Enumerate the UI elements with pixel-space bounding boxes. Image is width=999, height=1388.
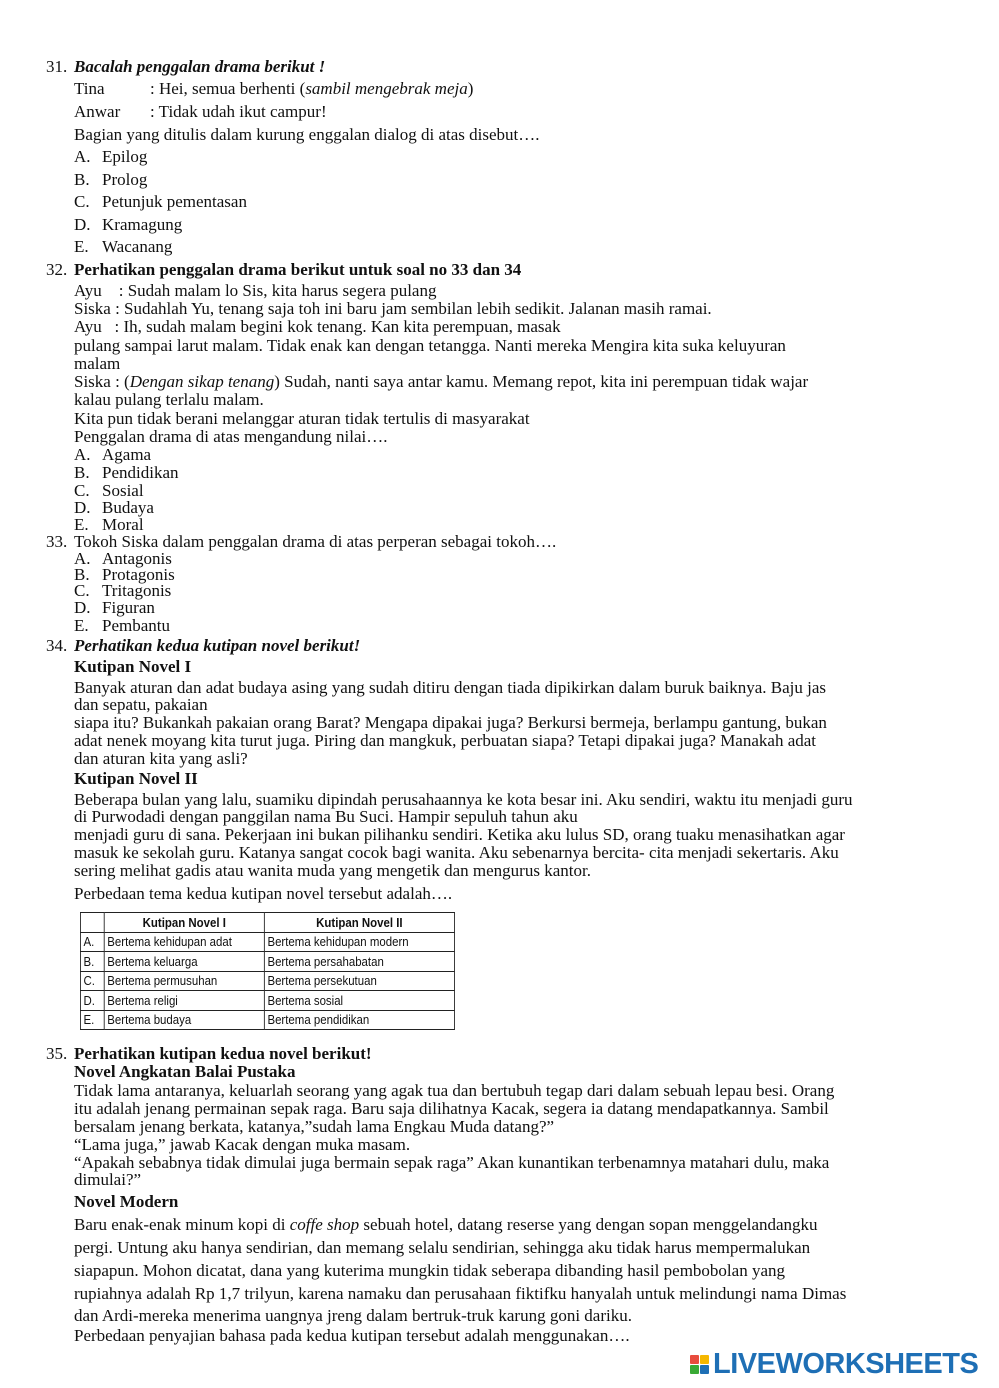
q32-question: Penggalan drama di atas mengandung nilai….: [74, 427, 388, 446]
q34-title-line: [46, 637, 360, 655]
modern-line: Baru enak-enak minum kopi di coffe shop sebuah hotel, datang reserse yang dengan sopan menggelandangku: [74, 1215, 818, 1234]
q32-option-e[interactable]: E. Moral: [74, 515, 144, 534]
table-header-cell: [80, 913, 104, 933]
novel2-line: sering melihat gadis atau wanita muda yang mengetik dan mengurus kantor.: [74, 861, 591, 880]
q32-option-b[interactable]: B. Pendidikan: [74, 463, 179, 482]
q31-option-b[interactable]: B. Prolog: [74, 170, 148, 189]
q31-title-line: [46, 56, 325, 78]
logo-square-blue: [700, 1365, 709, 1374]
table-cell-letter: E.: [80, 1010, 104, 1030]
logo-grid-icon: [690, 1355, 709, 1374]
q31-number: 31.: [46, 57, 68, 76]
q32-number: 32.: [46, 260, 68, 279]
table-header-cell: Kutipan Novel I: [104, 913, 264, 933]
modern-line: rupiahnya adalah Rp 1,7 trilyun, karena namaku dan perusahaan fiktifku hanyalah untuk melindungi nama Dimas: [74, 1284, 847, 1303]
table-cell-letter: A.: [80, 932, 104, 952]
modern-line: pergi. Untung aku hanya sendirian, dan memang selalu sendirian, sehingga aku tidak harus mempermalukan: [74, 1238, 811, 1257]
bp-line: Tidak lama antaranya, keluarlah seorang yang agak tua dan bertubuh tegap dari dalam sebuah lepau besi. Orang: [74, 1081, 835, 1100]
table-row[interactable]: [80, 952, 454, 972]
q31-option-c[interactable]: C. Petunjuk pementasan: [74, 192, 247, 211]
dialog-speaker: Tina: [74, 79, 105, 98]
novel2-line: menjadi guru di sana. Pekerjaan ini bukan pilihanku sendiri. Ketika aku lulus SD, orang tuaku menasihatkan agar: [74, 825, 845, 844]
table-row[interactable]: [80, 1010, 454, 1030]
logo-square-green: [690, 1365, 699, 1374]
q32-line: Siska : Sudahlah Yu, tenang saja toh ini baru jam sembilan lebih sedikit. Jalanan masih ramai.: [74, 299, 712, 318]
q31-dialog-tina: [74, 78, 473, 100]
q31-title: Bacalah penggalan drama berikut !: [74, 57, 326, 76]
q31-dialog-anwar: [74, 101, 327, 123]
bp-line: bersalam jenang berkata, katanya,”sudah lama Engkau Muda datang?”: [74, 1117, 555, 1136]
q31-question: Bagian yang ditulis dalam kurung enggalan dialog di atas disebut….: [74, 125, 540, 144]
table-cell: Bertema kehidupan modern: [264, 932, 454, 952]
stage-direction: Dengan sikap tenang: [129, 372, 275, 391]
q32-line: pulang sampai larut malam. Tidak enak kan dengan tetangga. Nanti mereka Mengira kita suka keluyuran: [74, 336, 786, 355]
novel1-line: Banyak aturan dan adat budaya asing yang sudah ditiru dengan tiada dipikirkan dalam buruk baiknya. Baju jas: [74, 678, 827, 697]
novel2-heading: Kutipan Novel II: [74, 769, 198, 788]
table-header-cell: Kutipan Novel II: [264, 913, 454, 933]
novel1-line: dan aturan kita yang asli?: [74, 749, 248, 768]
q32-option-c[interactable]: C. Sosial: [74, 481, 144, 500]
table-header-row: [80, 913, 454, 933]
q33-option-c[interactable]: C. Tritagonis: [74, 581, 172, 600]
q31-option-d[interactable]: D. Kramagung: [74, 215, 183, 234]
q31-option-a[interactable]: A. Epilog: [74, 147, 148, 166]
dialog-text: : Hei, semua berhenti (: [150, 79, 306, 98]
q35-number: 35.: [46, 1044, 68, 1063]
table-cell: Bertema kehidupan adat: [104, 932, 264, 952]
q32-option-d[interactable]: D. Budaya: [74, 498, 154, 517]
table-cell: Bertema persekutuan: [264, 971, 454, 991]
table-cell-letter: C.: [80, 971, 104, 991]
q34-question: Perbedaan tema kedua kutipan novel tersebut adalah….: [74, 884, 453, 903]
novel1-line: adat nenek moyang kita turut juga. Piring dan mangkuk, perbuatan siapa? Tetapi dipakai juga? Manakah adat: [74, 731, 817, 750]
table-cell: Bertema pendidikan: [264, 1010, 454, 1030]
table-row[interactable]: [80, 971, 454, 991]
q33-number: 33.: [46, 532, 68, 551]
dialog-text: : Tidak udah ikut campur!: [150, 102, 327, 121]
liveworksheets-logo[interactable]: [690, 1346, 978, 1382]
table-row[interactable]: [80, 932, 454, 952]
modern-line: siapapun. Mohon dicatat, dana yang kuterima mungkin tidak seberapa dibanding hasil pembobolan yang: [74, 1261, 785, 1280]
novel1-line: dan sepatu, pakaian: [74, 695, 208, 714]
table-cell: Bertema keluarga: [104, 952, 264, 972]
q34-number: 34.: [46, 636, 68, 655]
table-cell: Bertema religi: [104, 991, 264, 1011]
bp-line: “Lama juga,” jawab Kacak dengan muka masam.: [74, 1135, 411, 1154]
novel2-line: masuk ke sekolah guru. Katanya sangat cocok bagi wanita. Aku sebenarnya bercita- cita menjadi sekertaris. Aku: [74, 843, 839, 862]
q32-line: Ayu : Sudah malam lo Sis, kita harus segera pulang: [74, 281, 437, 300]
q33-option-d[interactable]: D. Figuran: [74, 598, 155, 617]
table-row[interactable]: [80, 991, 454, 1011]
q32-line: malam: [74, 354, 121, 373]
table-cell: Bertema budaya: [104, 1010, 264, 1030]
table-cell-letter: D.: [80, 991, 104, 1011]
novel2-line: di Purwodadi dengan panggilan nama Bu Suci. Hampir sepuluh tahun aku: [74, 807, 578, 826]
q32-title: Perhatikan penggalan drama berikut untuk soal no 33 dan 34: [74, 260, 522, 279]
balai-pustaka-heading: Novel Angkatan Balai Pustaka: [74, 1062, 296, 1081]
novel1-line: siapa itu? Bukankah pakaian orang Barat? Mengapa dipakai juga? Berkursi bermeja, berlampu gantung, bukan: [74, 713, 827, 732]
foreign-term: coffe shop: [289, 1215, 360, 1234]
q32-line: Kita pun tidak berani melanggar aturan tidak tertulis di masyarakat: [74, 409, 530, 428]
logo-square-yellow: [700, 1355, 709, 1364]
q32-option-a[interactable]: A. Agama: [74, 445, 152, 464]
q32-line: kalau pulang terlalu malam.: [74, 390, 264, 409]
novel1-heading: Kutipan Novel I: [74, 657, 192, 676]
q32-siska-line: Siska : (Dengan sikap tenang) Sudah, nanti saya antar kamu. Memang repot, kita ini perempuan tidak wajar: [74, 372, 809, 391]
q35-question: Perbedaan penyajian bahasa pada kedua kutipan tersebut adalah menggunakan….: [74, 1326, 630, 1345]
q34-title: Perhatikan kedua kutipan novel berikut!: [74, 636, 361, 655]
q33-option-a[interactable]: A. Antagonis: [74, 549, 172, 568]
q33-option-e[interactable]: E. Pembantu: [74, 616, 170, 635]
dialog-text-end: ): [467, 79, 474, 98]
q33-question: Tokoh Siska dalam penggalan drama di atas perperan sebagai tokoh….: [74, 532, 557, 551]
q35-title-line: [46, 1045, 372, 1063]
q32-title-line: [46, 259, 521, 281]
table-cell: Bertema persahabatan: [264, 952, 454, 972]
q35-title: Perhatikan kutipan kedua novel berikut!: [74, 1044, 372, 1063]
table-cell: Bertema sosial: [264, 991, 454, 1011]
modern-line: dan Ardi-mereka menerima uangnya jreng dalam bertruk-truk karung goni dariku.: [74, 1306, 632, 1325]
logo-square-red: [690, 1355, 699, 1364]
q32-line: Ayu : Ih, sudah malam begini kok tenang. Kan kita perempuan, masak: [74, 317, 561, 336]
logo-text: LIVEWORKSHEETS: [713, 1347, 979, 1380]
q33-option-b[interactable]: B. Protagonis: [74, 565, 175, 584]
table-cell: Bertema permusuhan: [104, 971, 264, 991]
dialog-speaker: Anwar: [74, 102, 121, 121]
bp-line: “Apakah sebabnya tidak dimulai juga bermain sepak raga” Akan kunantikan terbenamnya matahari dulu, maka: [74, 1153, 830, 1172]
bp-line: itu adalah jenang permainan sepak raga. Baru saja dilihatnya Kacak, segera ia datang mendapatkannya. Sambil: [74, 1099, 829, 1118]
q31-option-e[interactable]: E. Wacanang: [74, 237, 173, 256]
table-cell-letter: B.: [80, 952, 104, 972]
novel-modern-heading: Novel Modern: [74, 1192, 179, 1211]
q34-answer-table: [80, 912, 455, 1030]
dialog-stage-direction: sambil mengebrak meja: [305, 79, 468, 98]
bp-line: dimulai?”: [74, 1170, 142, 1189]
novel2-line: Beberapa bulan yang lalu, suamiku dipindah perusahaannya ke kota besar ini. Aku sendiri, waktu itu menjadi guru: [74, 790, 853, 809]
